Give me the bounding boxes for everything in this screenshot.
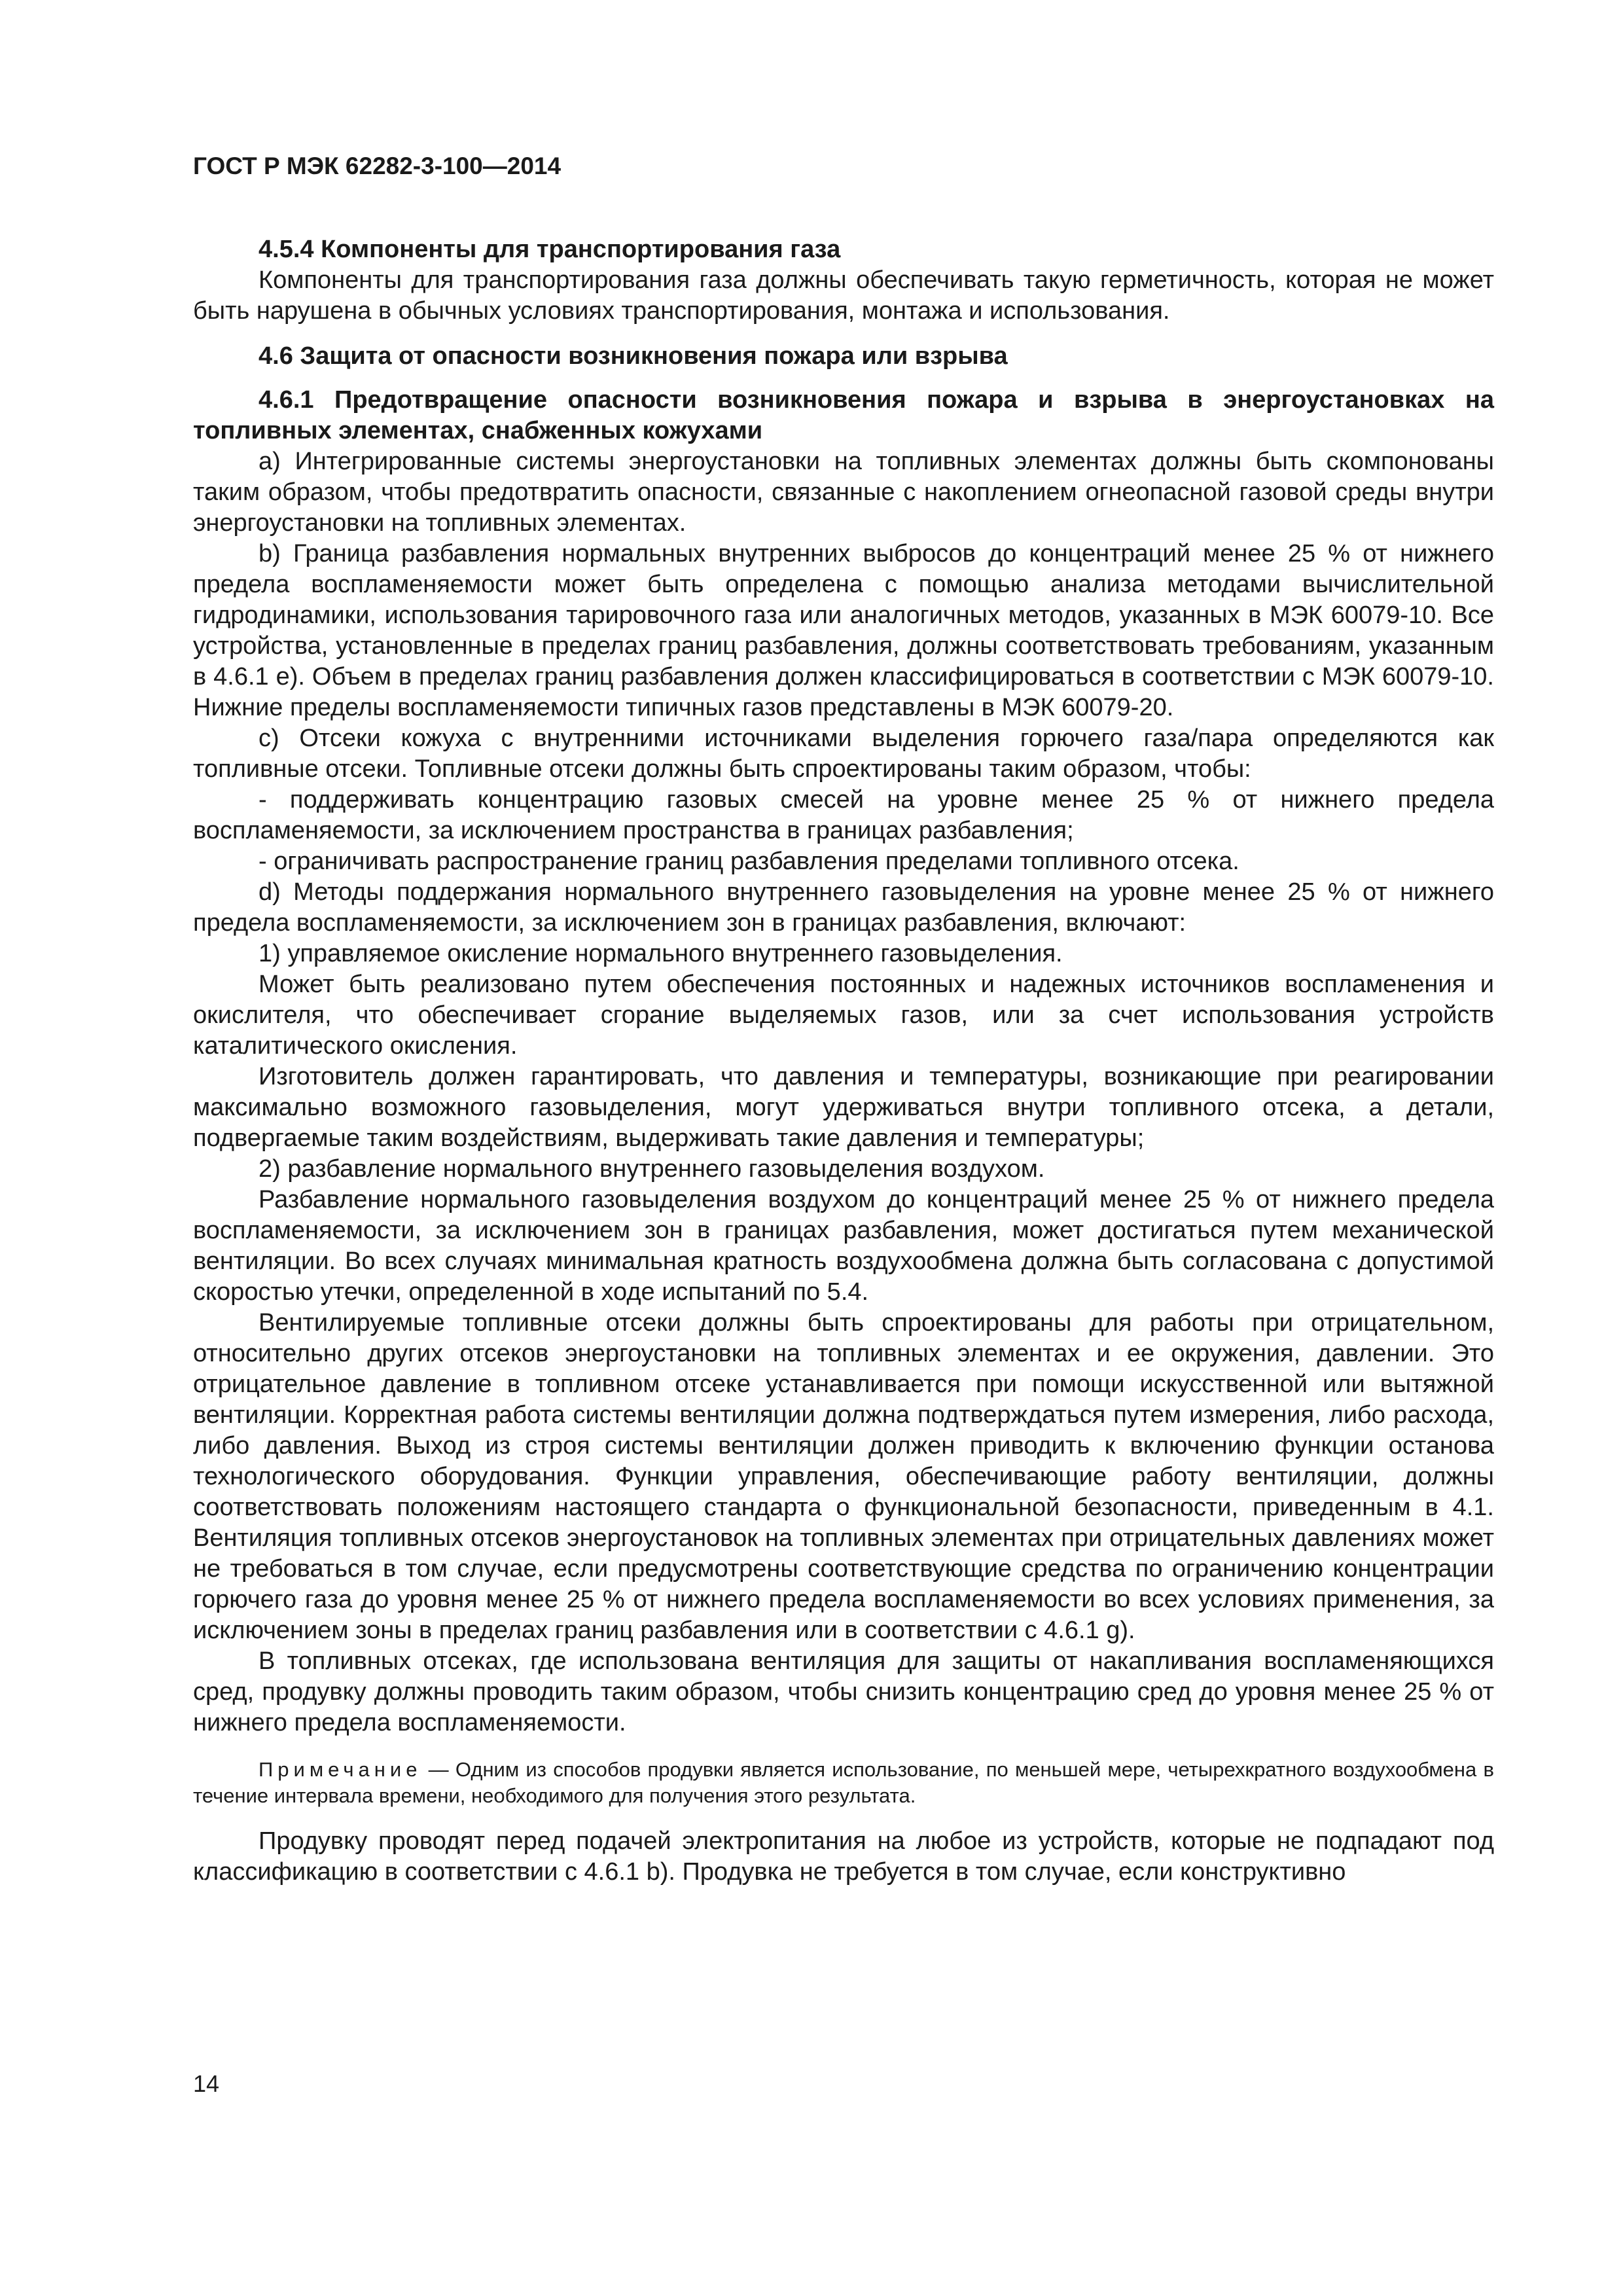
section-heading-4-6-1: 4.6.1 Предотвращение опасности возникновения пожара и взрыва в энергоустановках на топливных элементах, снабженных кожухами xyxy=(193,386,1494,444)
paragraph-final: Продувку проводят перед подачей электропитания на любое из устройств, которые не подпадают под классификацию в соответствии с 4.6.1 b). Продувка не требуется в том случае, если конструктивно xyxy=(193,1827,1494,1886)
section-heading-4-6: 4.6 Защита от опасности возникновения пожара или взрыва xyxy=(259,342,1008,370)
note xyxy=(193,1757,1494,1809)
paragraph-c: с) Отсеки кожуха с внутренними источниками выделения горючего газа/пара определяются как топливные отсеки. Топливные отсеки должны быть спроектированы таким образом, чтобы: xyxy=(193,725,1494,783)
page-content xyxy=(193,151,1494,1888)
note-label: Примечание xyxy=(259,1758,422,1781)
paragraph-oxidation: Может быть реализовано путем обеспечения постоянных и надежных источников воспламенения и окислителя, что обеспечивает сгорание выделяемых газов, или за счет использования устройств каталитического окисления. xyxy=(193,971,1494,1060)
section-text-4-5-4: Компоненты для транспортирования газа должны обеспечивать такую герметичность, которая не может быть нарушена в обычных условиях транспортирования, монтажа и использования. xyxy=(193,266,1494,325)
list-item-dash-2: - ограничивать распространение границ разбавления пределами топливного отсека. xyxy=(259,848,1240,875)
paragraph-dilution: Разбавление нормального газовыделения воздухом до концентраций менее 25 % от нижнего предела воспламеняемости, за исключением зон в границах разбавления, может достигаться путем механической вентиляции. Во всех случаях минимальная кратность воздухообмена должна быть согласована с допустимой скоростью утечки, определенной в ходе испытаний по 5.4. xyxy=(193,1186,1494,1306)
document-header: ГОСТ Р МЭК 62282-3-100—2014 xyxy=(193,152,562,179)
page-number: 14 xyxy=(193,2070,220,2097)
paragraph-purge: В топливных отсеках, где использована вентиляция для защиты от накапливания воспламеняющихся сред, продувку должны проводить таким образом, чтобы снизить концентрацию сред до уровня менее 25 % от нижнего предела воспламеняемости. xyxy=(193,1647,1494,1736)
list-item-2: 2) разбавление нормального внутреннего газовыделения воздухом. xyxy=(259,1155,1045,1183)
list-item-dash-1: - поддерживать концентрацию газовых смесей на уровне менее 25 % от нижнего предела воспламеняемости, за исключением пространства в границах разбавления; xyxy=(193,786,1494,844)
paragraph-ventilation: Вентилируемые топливные отсеки должны быть спроектированы для работы при отрицательном, относительно других отсеков энергоустановки на топливных элементах и ее окружения, давлении. Это отрицательное давление в топливном отсеке устанавливается при помощи искусственной или вытяжной вентиляции. Корректная работа системы вентиляции должна подтверждаться путем измерения, либо расхода, либо давления. Выход из строя системы вентиляции должен приводить к включению функции останова технологического оборудования. Функции управления, обеспечивающие работу вентиляции, должны соответствовать положениям настоящего стандарта о функциональной безопасности, приведенным в 4.1. Вентиляция топливных отсеков энергоустановок на топливных элементах при отрицательных давлениях может не требоваться в том случае, если предусмотрены соответствующие средства по ограничению концентрации горючего газа до уровня менее 25 % от нижнего предела воспламеняемости во всех условиях применения, за исключением зоны в пределах границ разбавления или в соответствии с 4.6.1 g). xyxy=(193,1309,1494,1644)
paragraph-manufacturer: Изготовитель должен гарантировать, что давления и температуры, возникающие при реагировании максимально возможного газовыделения, могут удерживаться внутри топливного отсека, а детали, подвергаемые таким воздействиям, выдерживать такие давления и температуры; xyxy=(193,1063,1494,1152)
note-text: — Одним из способов продувки является использование, по меньшей мере, четырехкратного воздухообмена в течение интервала времени, необходимого для получения этого результата. xyxy=(193,1758,1494,1807)
paragraph-a: а) Интегрированные системы энергоустановки на топливных элементах должны быть скомпонованы таким образом, чтобы предотвратить опасности, связанные с накоплением огнеопасной газовой среды внутри энергоустановки на топливных элементах. xyxy=(193,448,1494,537)
paragraph-b: b) Граница разбавления нормальных внутренних выбросов до концентраций менее 25 % от нижнего предела воспламеняемости может быть определена с помощью анализа методами вычислительной гидродинамики, использования тарировочного газа или аналогичных методов, указанных в МЭК 60079-10. Все устройства, установленные в пределах границ разбавления, должны соответствовать требованиям, указанным в 4.6.1 е). Объем в пределах границ разбавления должен классифицироваться в соответствии с МЭК 60079-10. Нижние пределы воспламеняемости типичных газов представлены в МЭК 60079-20. xyxy=(193,540,1494,721)
paragraph-d: d) Методы поддержания нормального внутреннего газовыделения на уровне менее 25 % от нижнего предела воспламеняемости, за исключением зон в границах разбавления, включают: xyxy=(193,878,1494,937)
list-item-1: 1) управляемое окисление нормального внутреннего газовыделения. xyxy=(259,940,1063,967)
section-heading-4-5-4: 4.5.4 Компоненты для транспортирования газа xyxy=(259,236,841,263)
